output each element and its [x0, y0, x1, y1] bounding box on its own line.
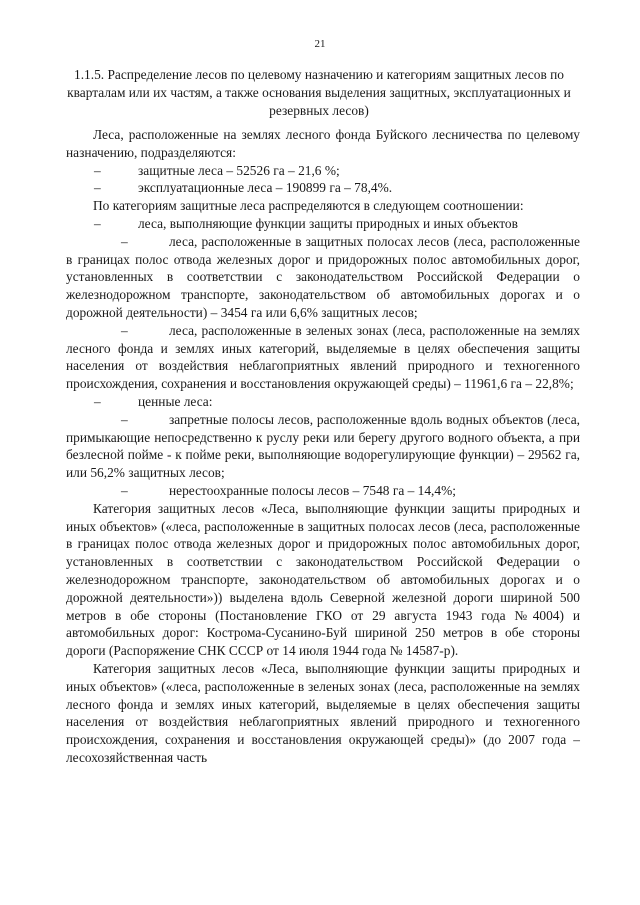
- list-item-green-zones: [66, 322, 580, 393]
- list-item-text: леса, выполняющие функции защиты природных и иных объектов: [138, 215, 518, 231]
- page-number: 21: [314, 38, 326, 50]
- category-paragraph-1: Категория защитных лесов «Леса, выполняющие функции защиты природных и иных объектов» («леса, расположенные в защитных полосах лесов (леса, расположенные в границах полос отвода железных дорог и придорожных полос автомобильных дорог, установленных в соответствии с законодательством Российской Федерации о железнодорожном транспорте, законодательством об автомобильных дорогах и о дорожной деятельности»)) выделена вдоль Северной железной дороги шириной 500 метров в обе стороны (Постановление ГКО от 29 августа 1943 года №4004) и автомобильных дорог: Кострома-Сусанино-Буй шириной 250 метров в обе стороны дороги (Распоряжение СНК СССР от 14 июля 1944 года № 14587-р).: [66, 500, 580, 659]
- list-item-valuable: [66, 393, 580, 411]
- dash-marker: –: [121, 233, 128, 249]
- list-item-exploitation: [66, 179, 580, 197]
- intro-paragraph: Леса, расположенные на землях лесного фонда Буйского лесничества по целевому назначению, подразделяются:: [66, 127, 580, 160]
- dash-marker: –: [94, 393, 101, 409]
- categories-intro-paragraph: По категориям защитные леса распределяются в следующем соотношении:: [93, 198, 524, 214]
- document-body: [66, 126, 580, 767]
- list-item-text: эксплуатационные леса – 190899 га – 78,4%.: [138, 180, 393, 196]
- list-item-text: леса, расположенные в защитных полосах лесов (леса, расположенные в границах полос отвода железных дорог и придорожных полос автомобильных дорог, установленных в соответствии с законодательством Российской Федерации о железнодорожном транспорте, законодательством об автомобильных дорогах и о дорожной деятельности) – 3454 га или 6,6% защитных лесов;: [66, 233, 580, 320]
- dash-marker: –: [94, 180, 101, 196]
- list-item-text: ценные леса:: [138, 393, 213, 409]
- list-item-spawning: [66, 482, 580, 500]
- list-item-protective-strips: [66, 233, 580, 322]
- dash-marker: –: [121, 482, 128, 498]
- list-item-text: нерестоохранные полосы лесов – 7548 га – 14,4%;: [169, 482, 456, 498]
- list-item-text: леса, расположенные в зеленых зонах (леса, расположенные на землях лесного фонда и землях иных категорий, выделяемые в целях обеспечения защиты населения от воздействия неблагоприятных явлений природного и техногенного происхождения, сохранения и восстановления окружающей среды) – 11961,6 га – 22,8%;: [66, 322, 580, 392]
- list-item-text: запретные полосы лесов, расположенные вдоль водных объектов (леса, примыкающие непосредственно к руслу реки или берегу другого водного объекта, а при безлесной пойме - к пойме реки, выполняющие водорегулирующие функции) – 29562 га, или 56,2% защитных лесов;: [66, 411, 580, 481]
- dash-marker: –: [121, 411, 128, 427]
- list-item-text: защитные леса – 52526 га – 21,6 %;: [138, 162, 340, 178]
- dash-marker: –: [121, 322, 128, 338]
- dash-marker: –: [94, 162, 101, 178]
- list-item-forbidden-strips: [66, 411, 580, 482]
- section-heading: 1.1.5. Распределение лесов по целевому назначению и категориям защитных лесов по кварталам или их частям, а также основания выделения защитных, эксплуатационных и резервных лесов): [67, 67, 571, 118]
- list-item-nature-protection: [66, 215, 580, 233]
- dash-marker: –: [94, 215, 101, 231]
- category-paragraph-2: Категория защитных лесов «Леса, выполняющие функции защиты природных и иных объектов» («леса, расположенные в зеленых зонах (леса, расположенные на землях лесного фонда и землях иных категорий, выделяемые в целях обеспечения защиты населения от воздействия неблагоприятных явлений природного и техногенного происхождения, сохранения и восстановления окружающей среды)» (до 2007 года – лесохозяйственная часть: [66, 660, 580, 765]
- list-item-protective: [66, 162, 580, 180]
